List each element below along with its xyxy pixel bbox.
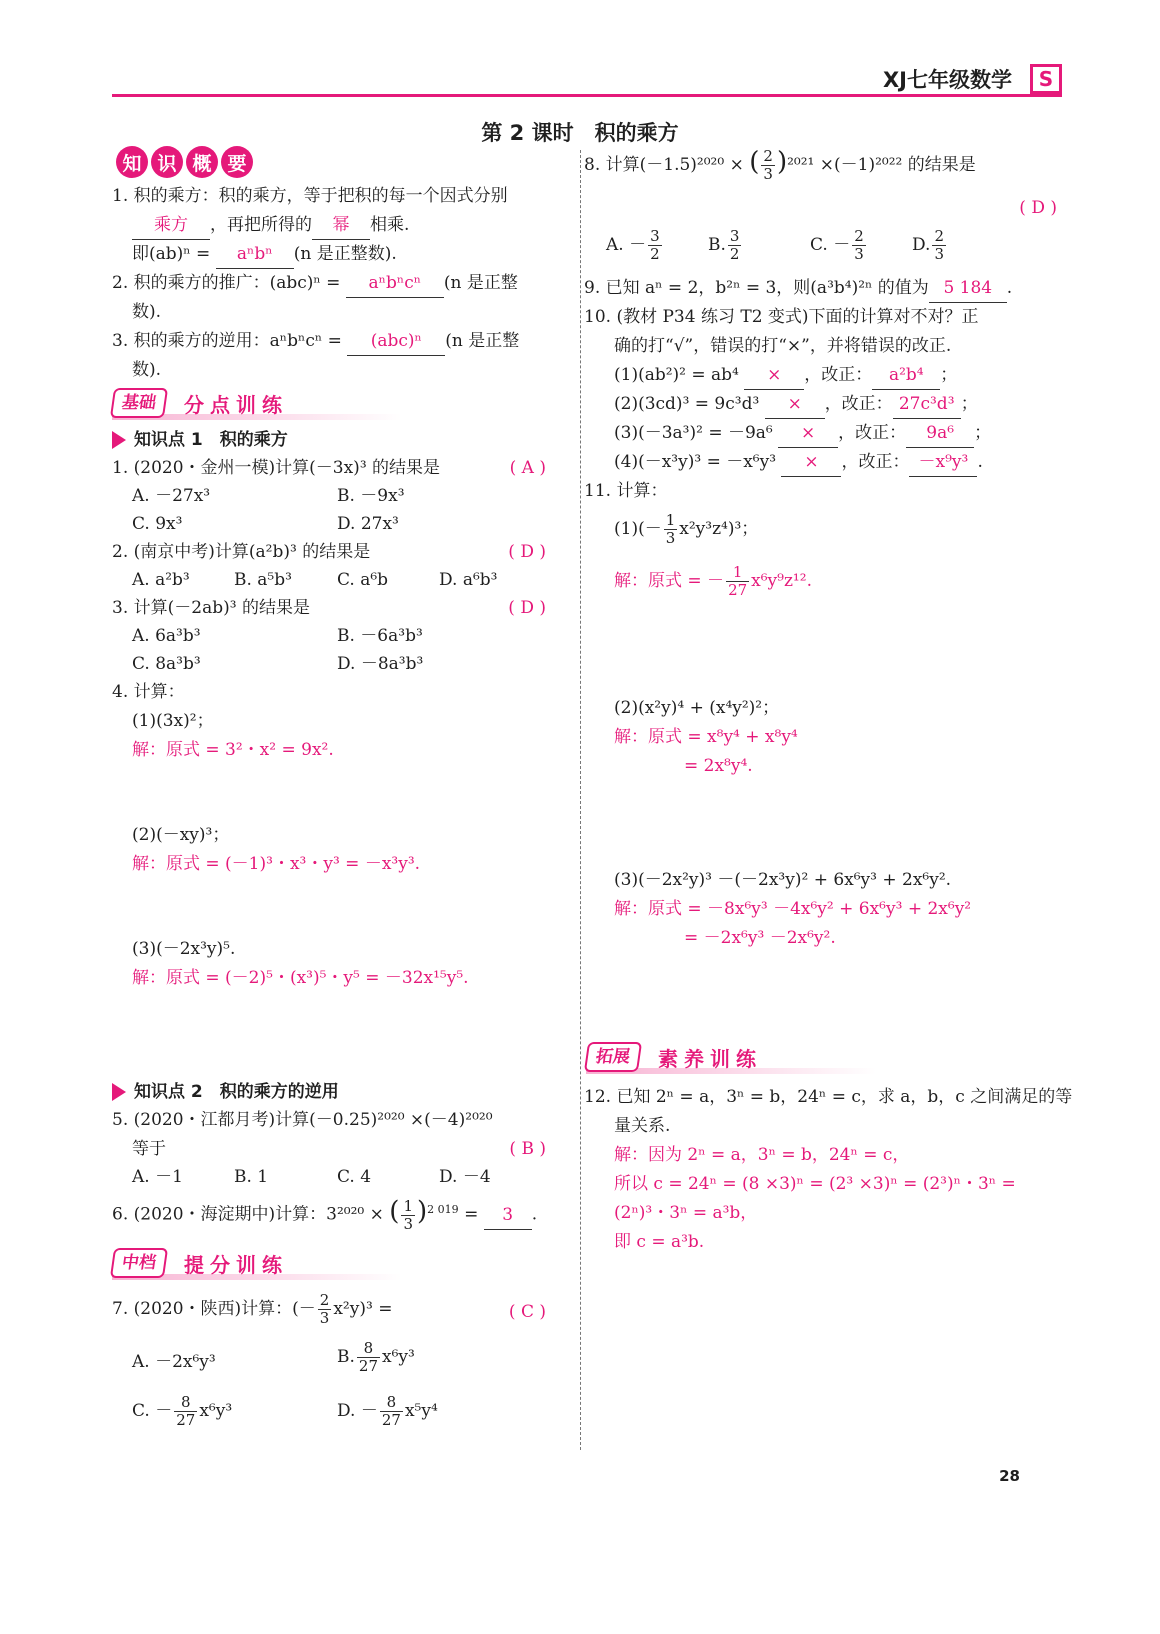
- text: x⁶y⁹z¹².: [751, 571, 812, 591]
- text: (n 是正整: [443, 273, 518, 293]
- answer-choice: ( D ): [508, 598, 546, 618]
- option: D. －8a³b³: [337, 654, 424, 674]
- column-divider: [580, 150, 581, 1450]
- fill-blank: 幂: [312, 211, 370, 240]
- numerator: 2: [934, 227, 944, 245]
- option: C. a⁶b: [337, 570, 389, 590]
- fill-blank: 9a⁶: [906, 419, 974, 448]
- lesson-title: 第 2 课时 积的乘方: [481, 121, 679, 145]
- text: (2)(3cd)³ = 9c³d³: [614, 394, 760, 414]
- text: ，改正：: [841, 452, 910, 472]
- triangle-icon: [112, 431, 126, 449]
- answer-choice: ( C ): [508, 1302, 546, 1322]
- numerator: 8: [357, 1340, 380, 1358]
- fraction: [380, 1394, 403, 1429]
- kp-label: 知识点 1 积的乘方: [134, 430, 288, 450]
- option: [337, 1394, 438, 1429]
- fraction: [174, 1394, 197, 1429]
- text: D. －: [337, 1401, 378, 1421]
- overview-line: [132, 240, 397, 269]
- fill-blank: a²b⁴: [872, 361, 940, 390]
- judge-mark: ×: [765, 390, 825, 419]
- text: 解：原式 = －: [614, 571, 725, 591]
- question-stem: [584, 148, 976, 183]
- question-stem: 2. (南京中考)计算(a²b)³ 的结果是: [112, 542, 371, 562]
- fill-blank: aⁿbⁿcⁿ: [346, 269, 444, 298]
- text: (1)(－: [614, 519, 662, 539]
- numerator: 2: [763, 147, 773, 165]
- denominator: 3: [763, 165, 773, 183]
- text: 7. (2020・陕西)计算：(－: [112, 1299, 316, 1319]
- text: ²⁰²¹ ×(－1)²⁰²² 的结果是: [787, 155, 976, 175]
- text: 6. (2020・海淀期中)计算：3²⁰²⁰ ×: [112, 1204, 384, 1225]
- option: A. －27x³: [132, 486, 211, 506]
- text: D.: [912, 235, 931, 255]
- correction-row: [614, 448, 983, 477]
- band-tag: 中档: [110, 1248, 168, 1278]
- sub-question: (1)(3x)²；: [132, 711, 214, 731]
- overview-line: 数).: [132, 302, 162, 322]
- text: x⁵y⁴: [404, 1401, 438, 1421]
- fill-blank: 3: [484, 1201, 532, 1230]
- fraction: [357, 1340, 380, 1375]
- text: (3)(－3a³)² = －9a⁶: [614, 423, 773, 443]
- sub-question: (2)(－xy)³；: [132, 825, 230, 845]
- fraction: [932, 228, 946, 263]
- option: B. －6a³b³: [337, 626, 423, 646]
- fraction: [401, 1198, 415, 1233]
- option: D. a⁶b³: [439, 570, 498, 590]
- solution: 即 c = a³b.: [614, 1232, 705, 1252]
- denominator: 3: [319, 1309, 330, 1327]
- numerator: 3: [729, 227, 740, 245]
- correction-row: [614, 390, 978, 419]
- text: x²y)³ =: [333, 1299, 393, 1319]
- option: C. 4: [337, 1167, 372, 1187]
- option: D. 27x³: [337, 514, 399, 534]
- fraction: [728, 228, 742, 263]
- text: ，再把所得的: [210, 215, 312, 235]
- text: B.: [337, 1347, 355, 1367]
- overview-line: 1. 积的乘方：积的乘方，等于把积的每一个因式分别: [112, 186, 508, 206]
- header-logo: S: [1030, 64, 1062, 94]
- text: ；: [960, 394, 978, 414]
- question-stem: 4. 计算：: [112, 682, 185, 702]
- paren: (: [389, 1196, 400, 1227]
- text: .: [977, 452, 983, 472]
- question-stem: 确的打“√”，错误的打“×”，并将错误的改正.: [614, 336, 952, 356]
- paren: (: [749, 147, 760, 177]
- text: ，改正：: [804, 365, 873, 385]
- denominator: 3: [665, 529, 676, 547]
- fill-blank: 乘方: [132, 211, 210, 240]
- overview-heading: [116, 146, 253, 178]
- answer-choice: ( A ): [509, 458, 546, 478]
- band-title: 分点训练: [184, 392, 288, 417]
- answer-choice: ( B ): [509, 1139, 546, 1159]
- answer-choice: ( D ): [508, 542, 546, 562]
- numerator: 8: [380, 1394, 403, 1412]
- text: ，改正：: [824, 394, 893, 414]
- solution: = 2x⁸y⁴.: [684, 756, 753, 776]
- triangle-icon: [112, 1083, 126, 1101]
- solution: 解：原式 = (－1)³・x³・y³ = －x³y³.: [132, 854, 421, 874]
- denominator: 2: [729, 245, 740, 263]
- option: C. 9x³: [132, 514, 183, 534]
- text: x⁶y³: [199, 1401, 233, 1421]
- numerator: 8: [174, 1394, 197, 1412]
- option: A. －1: [132, 1167, 183, 1187]
- overview-pill: 概: [186, 146, 218, 178]
- header-text: XJ七年级数学: [882, 68, 1012, 92]
- kp-label: 知识点 2 积的乘方的逆用: [134, 1082, 339, 1102]
- fill-blank: 27c³d³: [893, 390, 961, 419]
- solution: [614, 564, 812, 599]
- solution: 解：原式 = 3²・x² = 9x².: [132, 740, 334, 760]
- fraction: [664, 512, 678, 547]
- solution: 解：原式 = －8x⁶y³ －4x⁶y² + 6x⁶y³ + 2x⁶y²: [614, 899, 972, 919]
- text: ；: [974, 423, 992, 443]
- band-title: 提分训练: [184, 1252, 288, 1277]
- option: [810, 228, 868, 263]
- option: B. －9x³: [337, 486, 405, 506]
- solution: 所以 c = 24ⁿ = (8 ×3)ⁿ = (2³ ×3)ⁿ = (2³)ⁿ・3ⁿ =: [614, 1174, 1016, 1194]
- denominator: 3: [854, 245, 864, 263]
- text: 即(ab)ⁿ =: [132, 244, 211, 264]
- overview-pill: 要: [221, 146, 253, 178]
- fraction: [761, 148, 775, 183]
- text: .: [1006, 278, 1013, 298]
- page-header: [112, 64, 1062, 97]
- option: [132, 1394, 232, 1429]
- text: ；: [940, 365, 958, 385]
- question-stem: 等于: [132, 1139, 166, 1159]
- fraction: [726, 564, 749, 599]
- option: B. a⁵b³: [234, 570, 292, 590]
- text: 相乘.: [370, 215, 410, 235]
- text: =: [464, 1204, 479, 1225]
- option: [912, 228, 948, 263]
- page-number: 28: [999, 1467, 1020, 1485]
- question-stem: [584, 274, 1012, 303]
- text: 8. 计算(－1.5)²⁰²⁰ ×: [584, 155, 744, 175]
- numerator: 1: [665, 511, 676, 529]
- text: C. －: [132, 1401, 173, 1421]
- solution: 解：因为 2ⁿ = a，3ⁿ = b，24ⁿ = c，: [614, 1145, 910, 1165]
- text: x⁶y³: [382, 1347, 415, 1367]
- overview-line: [112, 327, 519, 356]
- text: (1)(ab²)² = ab⁴: [614, 365, 739, 385]
- fill-blank: －x⁹y³: [909, 448, 977, 477]
- question-stem: 量关系.: [614, 1116, 671, 1136]
- numerator: 2: [319, 1291, 330, 1309]
- option: D. －4: [439, 1167, 491, 1187]
- judge-mark: ×: [781, 448, 841, 477]
- denominator: 3: [403, 1214, 413, 1233]
- option: B. 1: [234, 1167, 269, 1187]
- denominator: 27: [728, 581, 748, 599]
- correction-row: [614, 361, 957, 390]
- numerator: 3: [650, 227, 660, 245]
- numerator: 1: [726, 564, 749, 582]
- section-band-basic: [112, 386, 402, 420]
- solution: (2ⁿ)³・3ⁿ = a³b，: [614, 1203, 758, 1223]
- judge-mark: ×: [778, 419, 838, 448]
- solution: 解：原式 = (－2)⁵・(x³)⁵・y⁵ = －32x¹⁵y⁵.: [132, 968, 469, 988]
- text: (n 是正整: [445, 331, 520, 351]
- exponent: 2 019: [427, 1203, 459, 1216]
- option: [337, 1340, 415, 1375]
- question-stem: 12. 已知 2ⁿ = a，3ⁿ = b，24ⁿ = c，求 a，b，c 之间满足的等: [584, 1087, 1073, 1107]
- denominator: 2: [650, 245, 660, 263]
- section-band-mid: [112, 1246, 402, 1280]
- text: 2. 积的乘方的推广：(abc)ⁿ =: [112, 273, 341, 293]
- option: [606, 228, 664, 263]
- text: x²y³z⁴)³；: [679, 519, 759, 539]
- text: 3. 积的乘方的逆用：aⁿbⁿcⁿ =: [112, 331, 342, 351]
- sub-question: (3)(－2x³y)⁵.: [132, 939, 236, 959]
- option: A. －2x⁶y³: [132, 1352, 216, 1372]
- text: C. －: [810, 235, 851, 255]
- overview-line: 数).: [132, 360, 162, 380]
- question-stem: 3. 计算(－2ab)³ 的结果是: [112, 598, 310, 618]
- question-stem: [112, 1196, 537, 1233]
- denominator: 27: [381, 1411, 401, 1429]
- fill-blank: 5 184: [929, 274, 1007, 303]
- overview-line: [112, 269, 518, 298]
- overview-pill: 识: [151, 146, 183, 178]
- numerator: 2: [854, 227, 864, 245]
- option: C. 8a³b³: [132, 654, 201, 674]
- text: (n 是正整数).: [293, 244, 397, 264]
- question-stem: [112, 1292, 392, 1327]
- text: 9. 已知 aⁿ = 2，b²ⁿ = 3，则(a³b⁴)²ⁿ 的值为: [584, 278, 929, 298]
- text: A. －: [606, 235, 647, 255]
- band-tag: 拓展: [584, 1042, 642, 1072]
- band-title: 素养训练: [658, 1046, 762, 1071]
- fill-blank: aⁿbⁿ: [216, 240, 294, 269]
- option: A. 6a³b³: [132, 626, 201, 646]
- answer-choice: ( D ): [1019, 198, 1057, 218]
- text: .: [531, 1204, 538, 1225]
- paren: ): [417, 1196, 428, 1227]
- knowledge-point-1: [112, 426, 288, 454]
- fill-blank: (abc)ⁿ: [347, 327, 445, 356]
- sub-question: (3)(－2x²y)³ －(－2x³y)² + 6x⁶y³ + 2x⁶y².: [614, 870, 952, 890]
- solution: = －2x⁶y³ －2x⁶y².: [684, 928, 836, 948]
- overview-line: [132, 211, 409, 240]
- fraction: [648, 228, 662, 263]
- band-tag: 基础: [110, 388, 168, 418]
- text: (4)(－x³y)³ = －x⁶y³: [614, 452, 777, 472]
- fraction: [318, 1292, 332, 1327]
- text: B.: [708, 235, 726, 255]
- option: A. a²b³: [132, 570, 190, 590]
- sub-question: (2)(x²y)⁴ + (x⁴y²)²；: [614, 698, 780, 718]
- knowledge-point-2: [112, 1078, 339, 1106]
- question-stem: 5. (2020・江都月考)计算(－0.25)²⁰²⁰ ×(－4)²⁰²⁰: [112, 1110, 493, 1130]
- text: ，改正：: [838, 423, 907, 443]
- question-stem: 10. (教材 P34 练习 T2 变式)下面的计算对不对？正: [584, 307, 979, 327]
- question-stem: 11. 计算：: [584, 481, 668, 501]
- option: [708, 228, 743, 263]
- overview-pill: 知: [116, 146, 148, 178]
- denominator: 3: [934, 245, 944, 263]
- sub-question: [614, 512, 758, 547]
- correction-row: [614, 419, 991, 448]
- fraction: [852, 228, 866, 263]
- numerator: 1: [403, 1196, 413, 1215]
- section-band-extension: [586, 1040, 876, 1074]
- question-stem: 1. (2020・金州一模)计算(－3x)³ 的结果是: [112, 458, 441, 478]
- denominator: 27: [176, 1411, 196, 1429]
- solution: 解：原式 = x⁸y⁴ + x⁸y⁴: [614, 727, 798, 747]
- judge-mark: ×: [744, 361, 804, 390]
- paren: ): [776, 147, 788, 177]
- denominator: 27: [358, 1357, 378, 1375]
